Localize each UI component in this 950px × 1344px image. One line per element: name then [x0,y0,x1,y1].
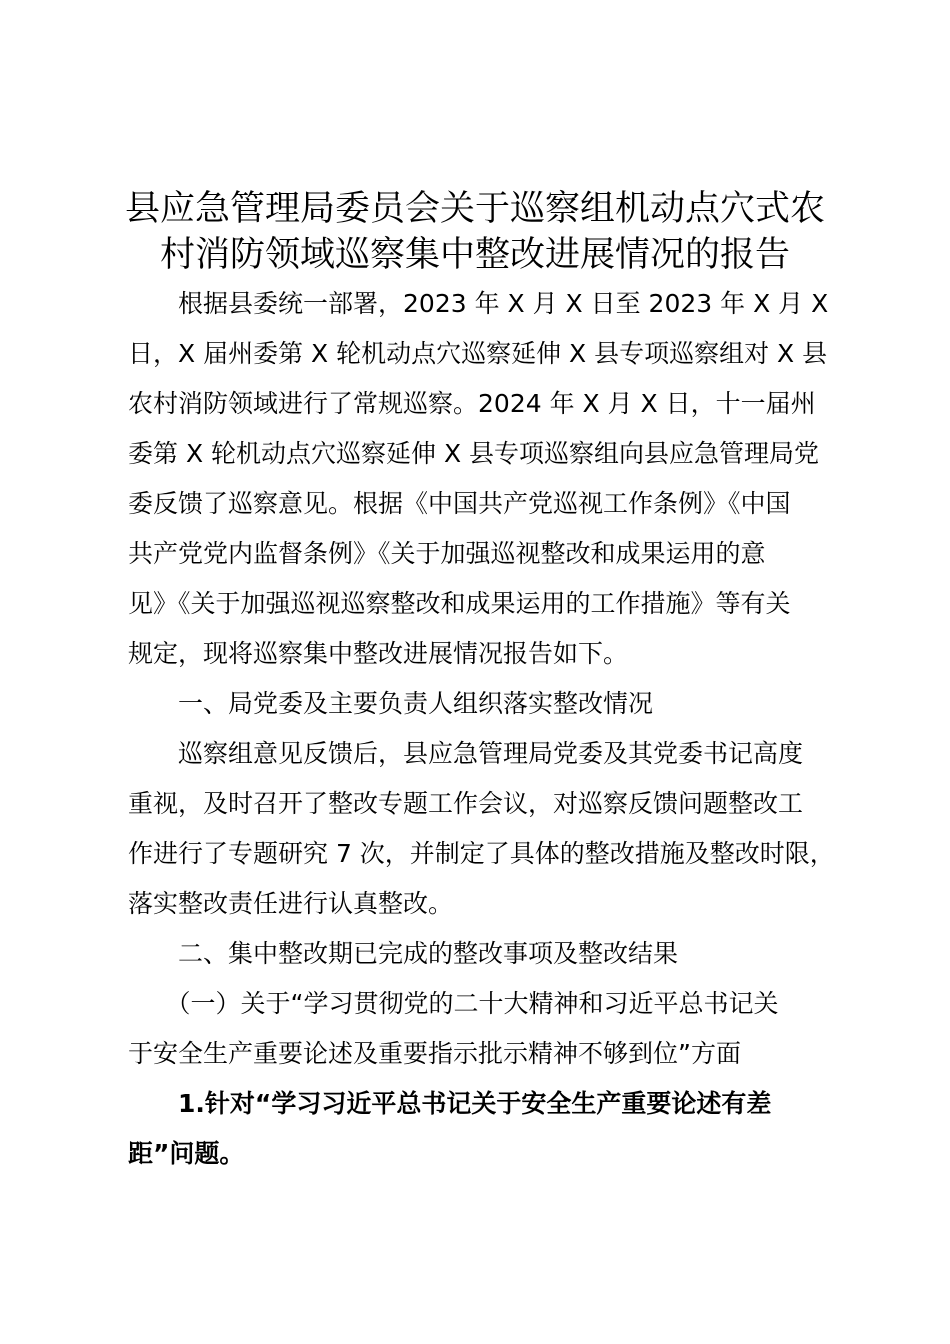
subsection-heading-cont: 于安全生产重要论述及重要指示批示精神不够到位”方面 [128,1039,741,1068]
body-line: 见》《关于加强巡视巡察整改和成果运用的工作措施》等有关 [128,589,791,618]
body-line: 农村消防领域进行了常规巡察。2024 年 X 月 X 日，十一届州 [128,389,816,418]
body-line: 重视，及时召开了整改专题工作会议，对巡察反馈问题整改工 [128,789,804,818]
body-line: 根据县委统一部署，2023 年 X 月 X 日至 2023 年 X 月 X [128,289,829,318]
body-line: 落实整改责任进行认真整改。 [128,889,454,918]
body-line: 巡察组意见反馈后，县应急管理局党委及其党委书记高度 [128,739,804,768]
body-line: 委反馈了巡察意见。根据《中国共产党巡视工作条例》《中国 [128,489,791,518]
section-heading-2: 二、集中整改期已完成的整改事项及整改结果 [128,939,679,968]
body-line: 日，X 届州委第 X 轮机动点穴巡察延伸 X 县专项巡察组对 X 县 [128,339,828,368]
body-line: 委第 X 轮机动点穴巡察延伸 X 县专项巡察组向县应急管理局党 [128,439,820,468]
document-title-line-2: 村消防领域巡察集中整改进展情况的报告 [159,235,790,275]
item-heading-bold-cont: 距”问题。 [128,1139,245,1168]
subsection-heading: （一）关于“学习贯彻党的二十大精神和习近平总书记关 [128,989,779,1018]
body-line: 规定，现将巡察集中整改进展情况报告如下。 [128,639,629,668]
body-line: 共产党党内监督条例》《关于加强巡视整改和成果运用的意 [128,539,766,568]
document-title-line-1: 县应急管理局委员会关于巡察组机动点穴式农 [124,189,825,229]
section-heading-1: 一、局党委及主要负责人组织落实整改情况 [128,689,654,718]
body-line: 作进行了专题研究 7 次，并制定了具体的整改措施及整改时限， [128,839,835,868]
item-heading-bold: 1.针对“学习习近平总书记关于安全生产重要论述有差 [128,1089,772,1118]
